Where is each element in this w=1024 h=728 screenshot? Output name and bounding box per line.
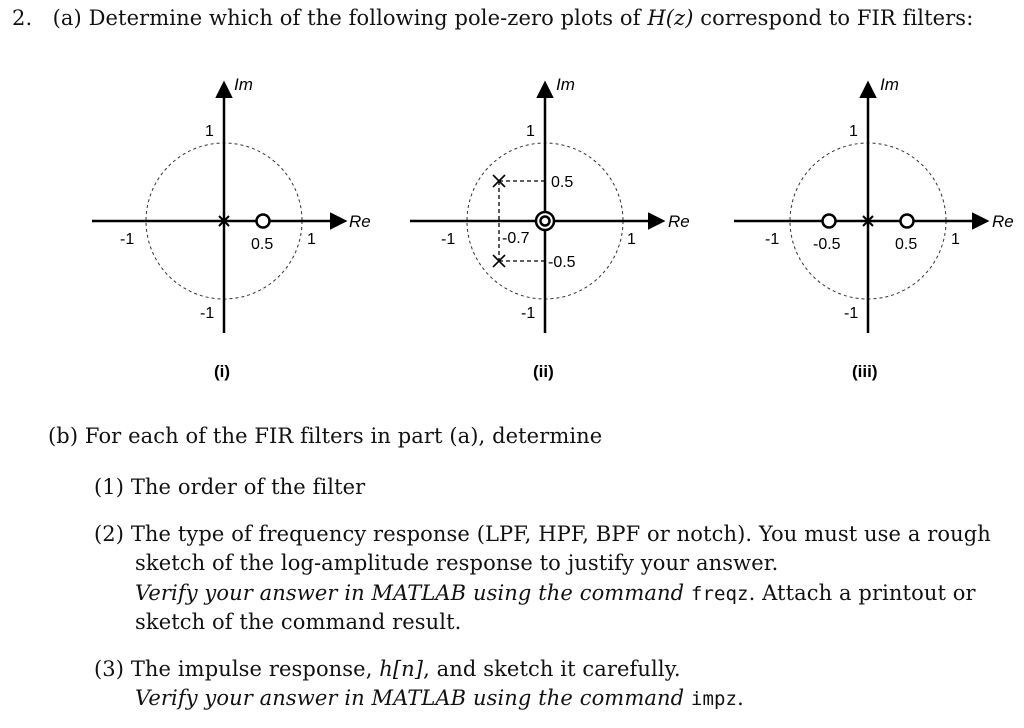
re-axis-label: Re	[992, 212, 1014, 231]
plot-ii	[410, 75, 690, 381]
tick-im-pos: 1	[205, 123, 214, 140]
item-2	[94, 522, 991, 546]
re-axis-label: Re	[668, 212, 690, 231]
im-axis-label: Im	[234, 75, 253, 94]
plot-caption: (iii)	[852, 362, 878, 381]
item-3-command: impz	[690, 688, 738, 710]
pole-marker-upper	[493, 175, 505, 187]
zero-marker-neg	[823, 215, 836, 228]
item-2-line4: sketch of the command result.	[135, 610, 462, 634]
item-2-line2: sketch of the log-amplitude response to justify your answer.	[135, 551, 779, 575]
item-2-after-command: . Attach a printout or	[748, 581, 976, 605]
tick-im-neg: -1	[200, 305, 215, 322]
plot-caption: (ii)	[533, 362, 554, 381]
zero-label-neg: -0.5	[813, 236, 841, 253]
item-3-text-after: , and sketch it carefully.	[423, 657, 681, 681]
tick-re-pos: 1	[307, 231, 316, 248]
item-2-num: (2)	[94, 522, 125, 546]
item-3-math: h[n]	[379, 657, 424, 681]
item-2-verify-line	[135, 581, 976, 605]
item-2-command: freqz	[690, 583, 749, 605]
tick-re-neg: -1	[120, 231, 135, 248]
part-b-label: (b)	[48, 424, 79, 448]
guide-label-re: -0.7	[502, 230, 530, 247]
item-3	[94, 657, 681, 681]
part-a-math: H(z)	[647, 6, 694, 30]
im-axis-label: Im	[880, 75, 899, 94]
tick-re-neg: -1	[441, 231, 456, 248]
re-axis-label: Re	[349, 212, 371, 231]
tick-re-pos: 1	[951, 231, 960, 248]
part-a-text-before: Determine which of the following pole-zero plots of	[88, 6, 648, 30]
question-number: 2.	[12, 6, 33, 30]
tick-im-neg: -1	[521, 305, 536, 322]
tick-re-pos: 1	[627, 231, 636, 248]
plot-i	[92, 75, 371, 381]
part-b-intro: For each of the FIR filters in part (a), determine	[84, 424, 603, 448]
item-1	[94, 475, 365, 499]
double-zero-marker	[536, 212, 554, 230]
plot-iii	[734, 75, 1014, 381]
zero-marker-pos	[901, 215, 914, 228]
item-3-num: (3)	[94, 657, 125, 681]
zero-label-pos: 0.5	[895, 236, 918, 253]
tick-im-pos: 1	[849, 123, 858, 140]
part-a-label: (a)	[52, 6, 82, 30]
item-3-after-command: .	[737, 686, 744, 710]
guide-label-im-neg: -0.5	[548, 254, 576, 271]
item-3-verify: Verify your answer in MATLAB using the command	[135, 686, 685, 710]
plot-caption: (i)	[214, 362, 231, 381]
item-2-verify: Verify your answer in MATLAB using the command	[135, 581, 685, 605]
guide-label-im-pos: 0.5	[551, 174, 574, 191]
tick-re-neg: -1	[765, 231, 780, 248]
tick-im-pos: 1	[526, 123, 535, 140]
item-2-line1: The type of frequency response (LPF, HPF, BPF or notch). You must use a rough	[130, 522, 991, 546]
item-3-text-before: The impulse response,	[130, 657, 380, 681]
part-a-text-after: correspond to FIR filters:	[693, 6, 974, 30]
tick-im-neg: -1	[844, 305, 859, 322]
zero-label: 0.5	[251, 236, 274, 253]
part-b-heading	[48, 424, 602, 448]
pole-marker-lower	[493, 255, 505, 267]
zero-marker	[257, 215, 270, 228]
im-axis-label: Im	[556, 75, 575, 94]
item-3-verify-line	[135, 686, 744, 710]
item-1-num: (1)	[94, 475, 125, 499]
item-1-text: The order of the filter	[130, 475, 366, 499]
